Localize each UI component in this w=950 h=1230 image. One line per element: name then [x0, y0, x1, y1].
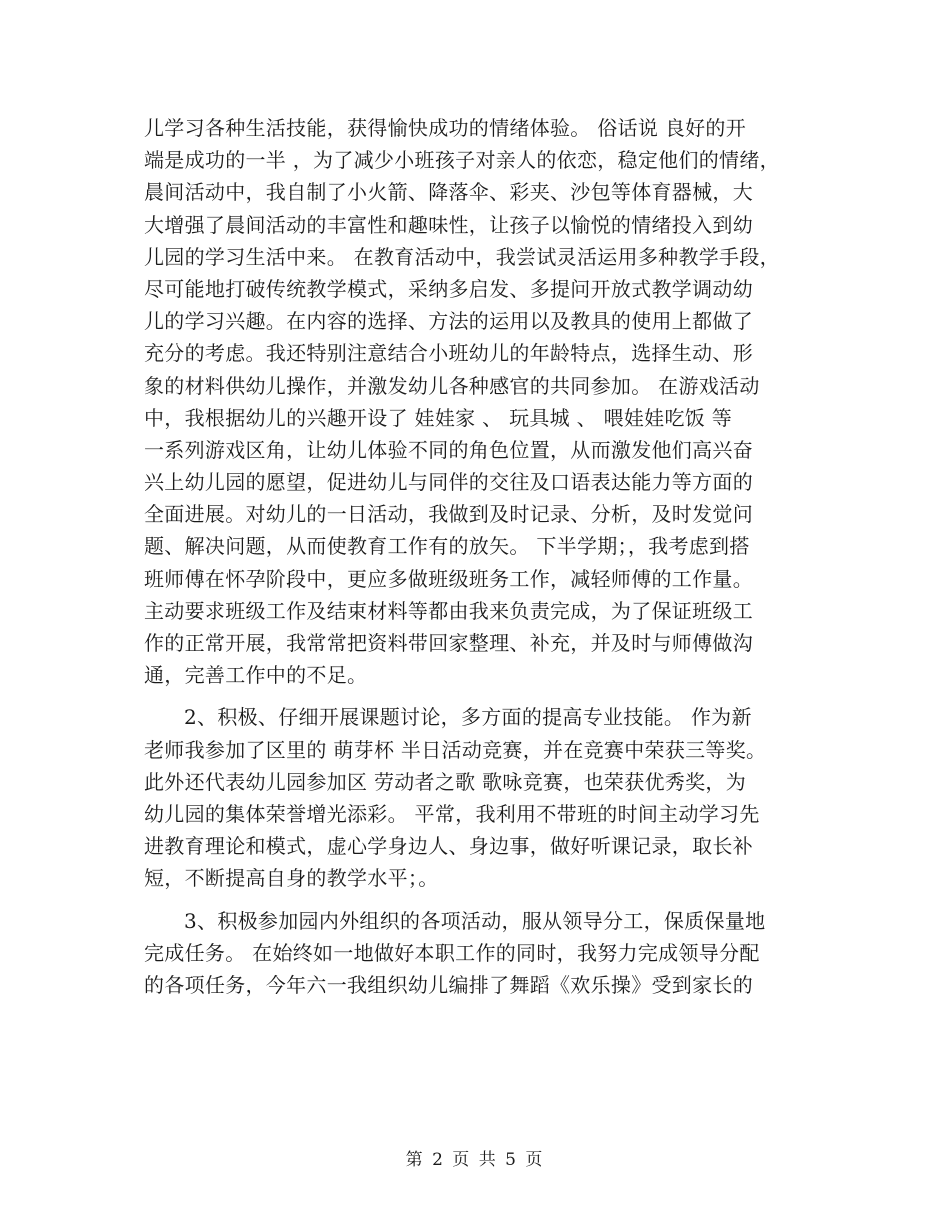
text-line: 班师傅在怀孕阶段中，更应多做班级班务工作，减轻师傅的工作量。 — [144, 566, 753, 591]
text-line: 一系列游戏区角，让幼儿体验不同的角色位置，从而激发他们高兴奋 — [144, 437, 753, 462]
text-line: 题、解决问题，从而使教育工作有的放矢。 下半学期；，我考虑到搭 — [144, 534, 750, 559]
text-line: 晨间活动中，我自制了小火箭、降落伞、彩夹、沙包等体育器械，大 — [144, 180, 753, 205]
text-line: 端是成功的一半 ，为了减少小班孩子对亲人的依恋，稳定他们的情绪， — [144, 148, 780, 173]
text-line: 作的正常开展，我常常把资料带回家整理、补充，并及时与师傅做沟 — [144, 631, 753, 655]
text-line: 儿学习各种生活技能，获得愉快成功的情绪体验。 俗话说 良好的开 — [144, 116, 747, 140]
text-line: 主动要求班级工作及结束材料等都由我来负责完成，为了保证班级工 — [144, 598, 753, 623]
text-line: 中，我根据幼儿的兴趣开设了 娃娃家 、 玩具城 、 喂娃娃吃饭 等 — [144, 405, 733, 430]
text-line: 的各项任务，今年六一我组织幼儿编排了舞蹈《欢乐操》受到家长的 — [144, 972, 753, 997]
text-line: 大增强了晨间活动的丰富性和趣味性，让孩子以愉悦的情绪投入到幼 — [144, 212, 753, 237]
text-line: 儿的学习兴趣。在内容的选择、方法的运用以及教具的使用上都做了 — [144, 309, 753, 334]
text-line: 通，完善工作中的不足。 — [144, 663, 368, 688]
document-body — [144, 112, 824, 1001]
text-line: 尽可能地打破传统教学模式，采纳多启发、多提问开放式教学调动幼 — [144, 276, 753, 301]
text-line: 此外还代表幼儿园参加区 劳动者之歌 歌咏竞赛，也荣获优秀奖，为 — [144, 769, 747, 794]
text-line: 全面进展。对幼儿的一日活动，我做到及时记录、分析，及时发觉问 — [144, 502, 753, 527]
text-line: 充分的考虑。我还特别注意结合小班幼儿的年龄特点，选择生动、形 — [144, 341, 753, 366]
text-line: 短，不断提高自身的教学水平；。 — [144, 866, 439, 891]
text-line: 完成任务。 在始终如一地做好本职工作的同时，我努力完成领导分配 — [144, 940, 760, 965]
page-number-footer: 第 2 页 共 5 页 — [405, 1150, 545, 1170]
text-line: 兴上幼儿园的愿望，促进幼儿与同伴的交往及口语表达能力等方面的 — [144, 470, 753, 495]
text-line: 3、积极参加园内外组织的各项活动，服从领导分工，保质保量地 — [184, 908, 766, 933]
text-line: 老师我参加了区里的 萌芽杯 半日活动竞赛，并在竞赛中荣获三等奖。 — [144, 737, 767, 762]
text-line: 2、积极、仔细开展课题讨论，多方面的提高专业技能。 作为新 — [184, 705, 752, 730]
text-line: 幼儿园的集体荣誉增光添彩。 平常，我利用不带班的时间主动学习先 — [144, 801, 760, 826]
text-line: 进教育理论和模式，虚心学身边人、身边事，做好听课记录，取长补 — [144, 834, 753, 859]
text-line: 儿园的学习生活中来。 在教育活动中，我尝试灵活运用多种教学手段， — [144, 244, 780, 269]
text-line: 象的材料供幼儿操作，并激发幼儿各种感官的共同参加。 在游戏活动 — [144, 373, 760, 398]
